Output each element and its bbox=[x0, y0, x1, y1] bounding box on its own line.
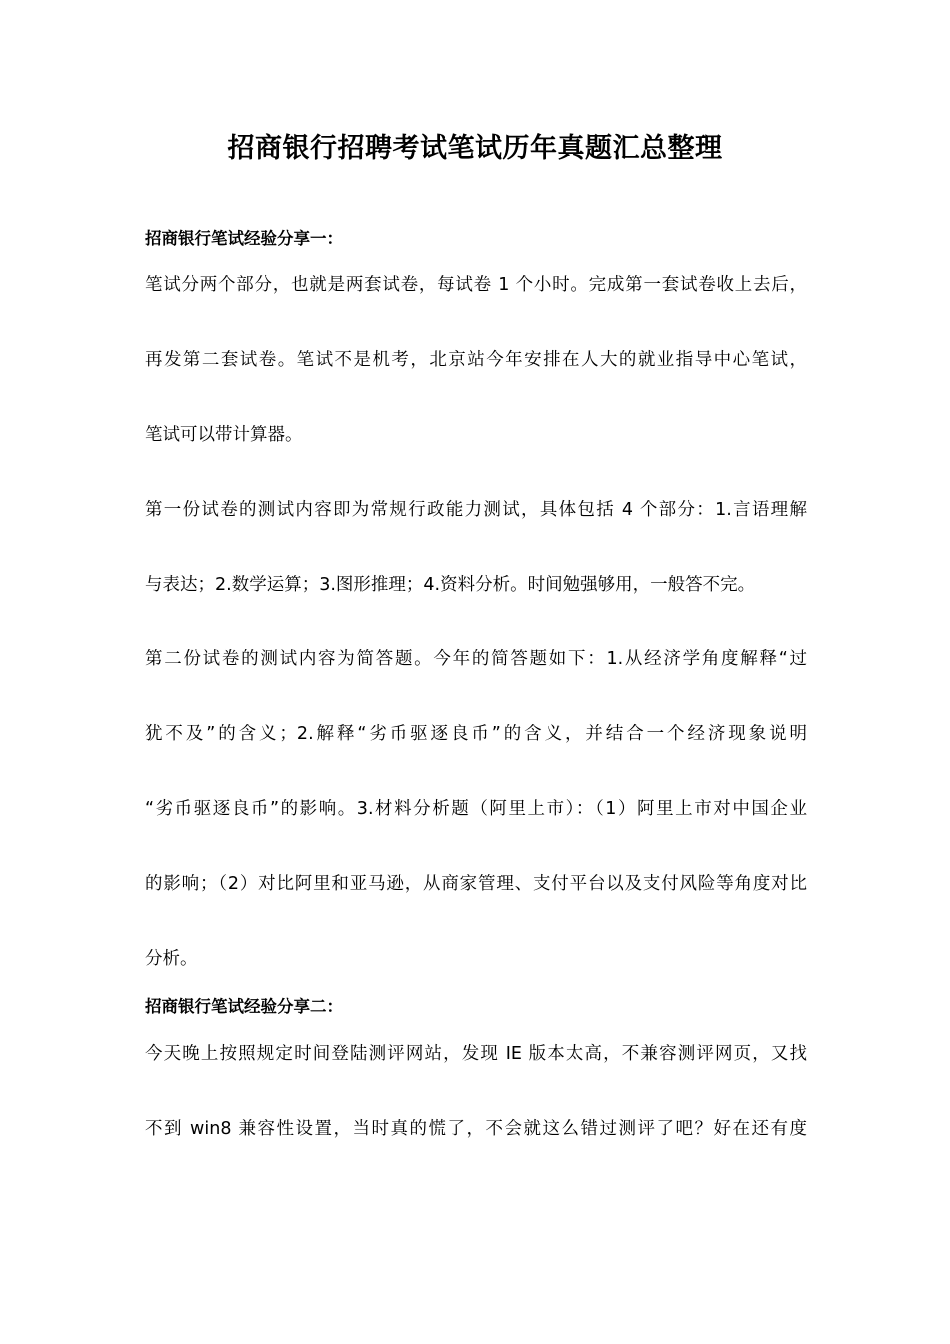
section-1-para-3-line-5: 分析。 bbox=[145, 949, 198, 969]
section-1-heading: 招商银行笔试经验分享一： bbox=[145, 229, 343, 248]
section-1-para-1-line-2: 再发第二套试卷。笔试不是机考，北京站今年安排在人大的就业指导中心笔试， bbox=[145, 350, 807, 370]
section-1-para-3-line-2: 犹不及”的含义；2.解释“劣币驱逐良币”的含义，并结合一个经济现象说明 bbox=[145, 724, 807, 744]
section-1-para-3-line-1: 第二份试卷的测试内容为简答题。今年的简答题如下：1.从经济学角度解释“过 bbox=[145, 649, 807, 669]
section-1-para-3-line-3: “劣币驱逐良币”的影响。3.材料分析题（阿里上市）：（1）阿里上市对中国企业 bbox=[145, 799, 807, 819]
section-1-para-2-line-2: 与表达；2.数学运算；3.图形推理；4.资料分析。时间勉强够用，一般答不完。 bbox=[145, 575, 756, 595]
section-2-para-1-line-2: 不到 win8 兼容性设置，当时真的慌了，不会就这么错过测评了吧？好在还有度 bbox=[145, 1119, 807, 1139]
section-2-heading: 招商银行笔试经验分享二： bbox=[145, 997, 343, 1016]
section-1-para-3-line-4: 的影响；（2）对比阿里和亚马逊，从商家管理、支付平台以及支付风险等角度对比 bbox=[145, 874, 807, 894]
section-1-para-1-line-1: 笔试分两个部分，也就是两套试卷，每试卷 1 个小时。完成第一套试卷收上去后， bbox=[145, 275, 807, 295]
section-1-para-2-line-1: 第一份试卷的测试内容即为常规行政能力测试，具体包括 4 个部分：1.言语理解 bbox=[145, 500, 807, 520]
section-1-para-1-line-3: 笔试可以带计算器。 bbox=[145, 425, 303, 445]
section-2-para-1-line-1: 今天晚上按照规定时间登陆测评网站，发现 IE 版本太高，不兼容测评网页，又找 bbox=[145, 1044, 807, 1064]
document-title: 招商银行招聘考试笔试历年真题汇总整理 bbox=[227, 133, 723, 164]
